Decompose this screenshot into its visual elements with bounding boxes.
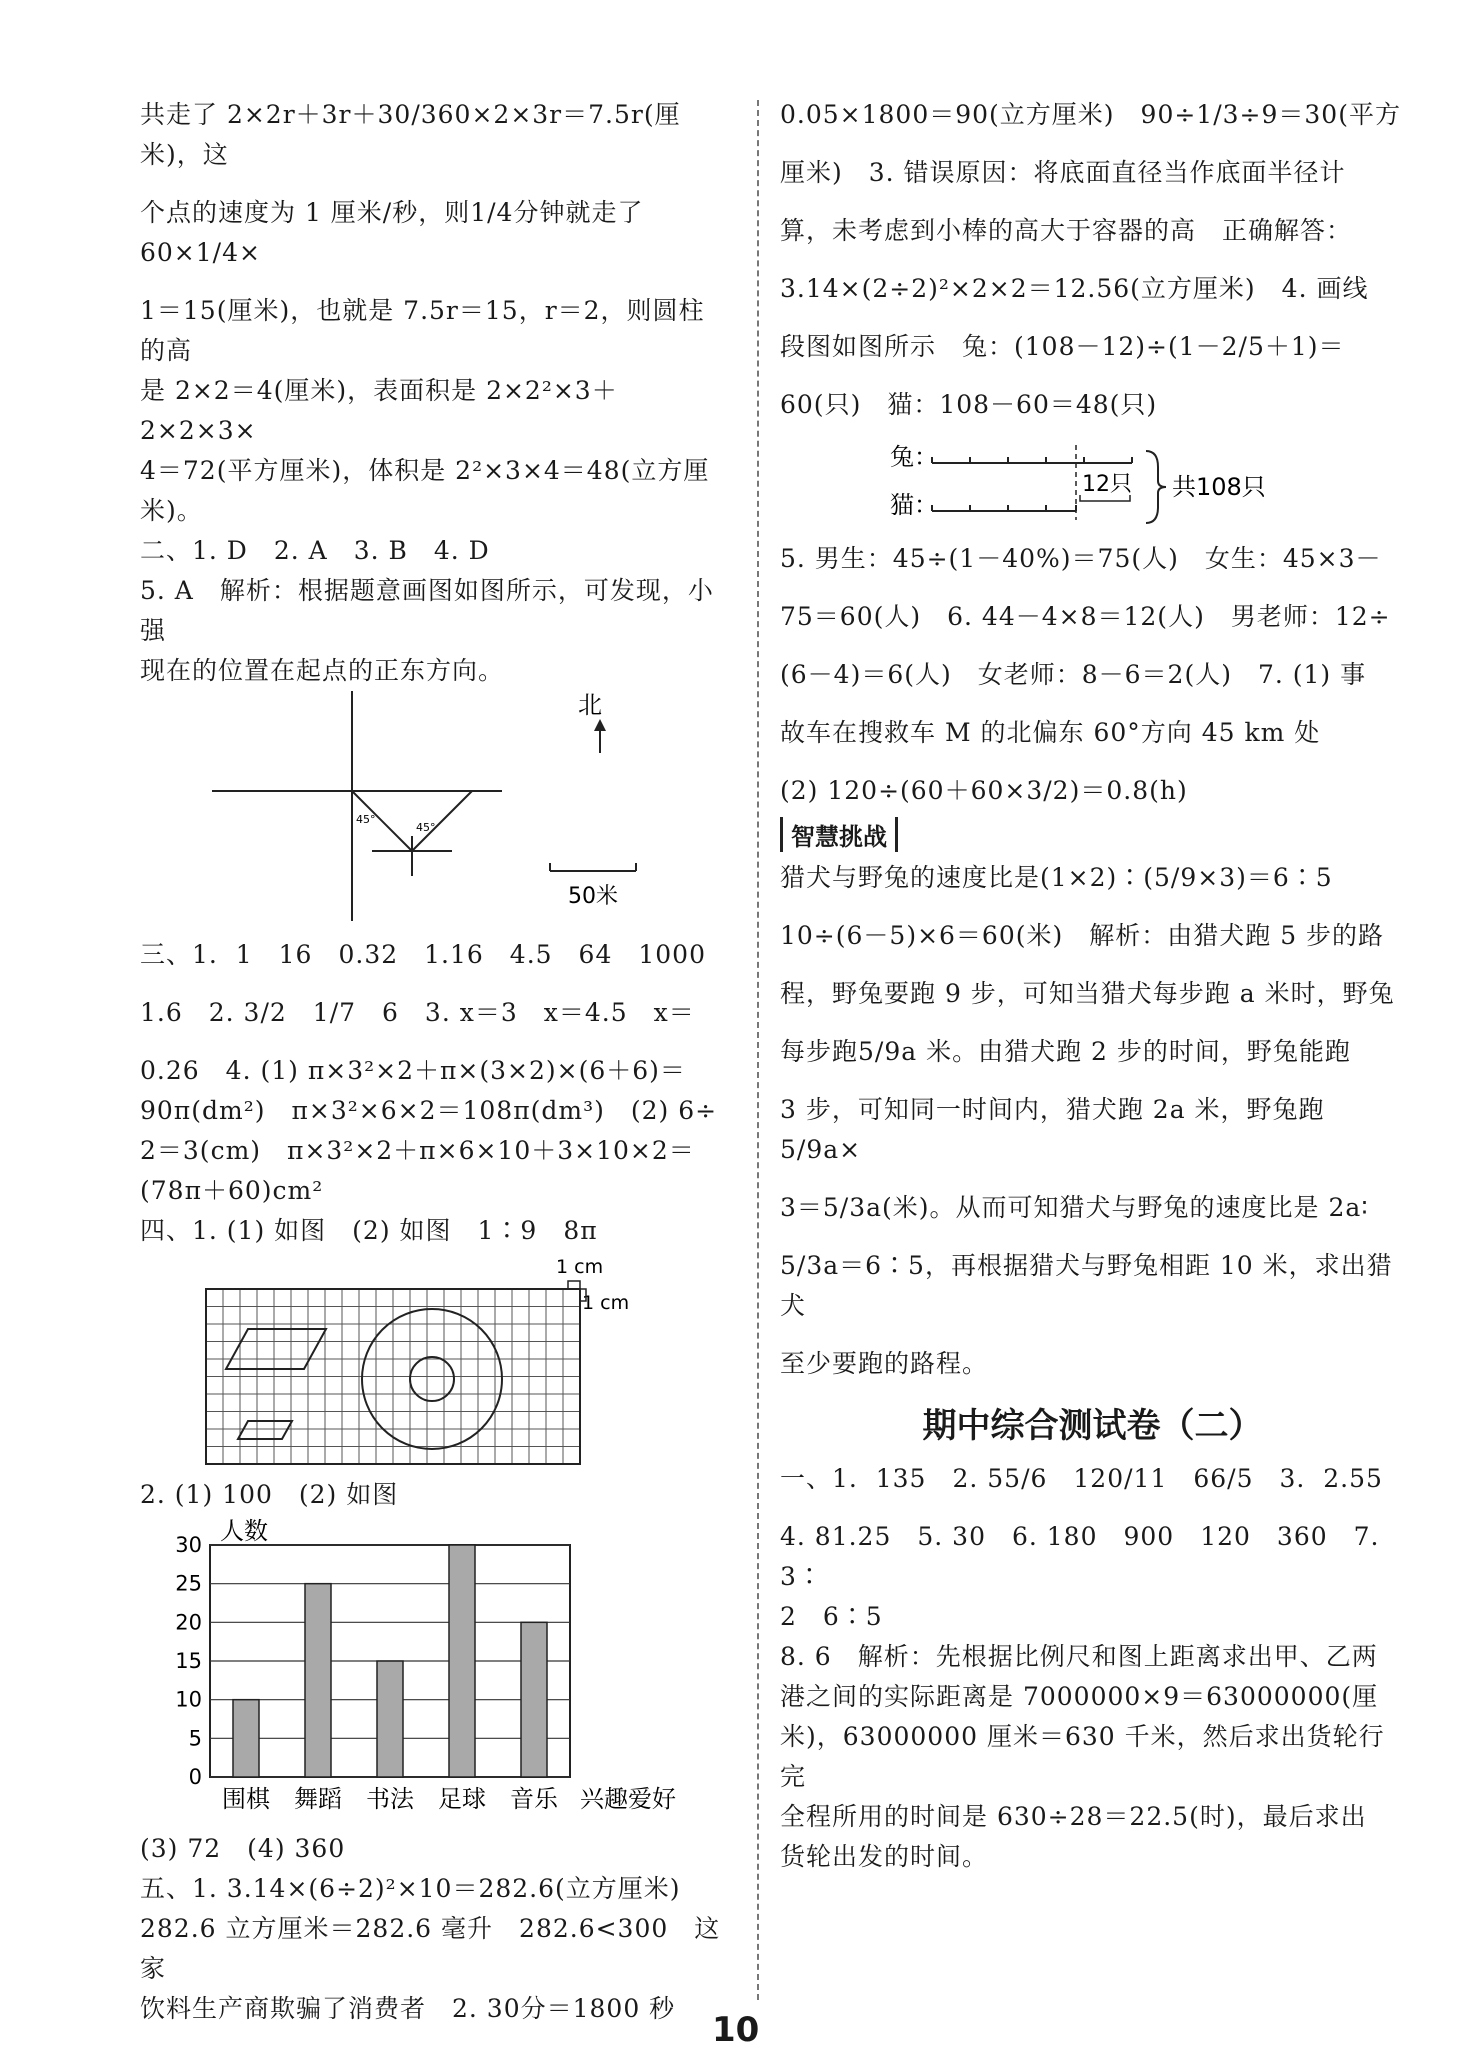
- x-tick-label: 音乐: [510, 1785, 558, 1813]
- north-label: 北: [578, 691, 602, 719]
- right-text-block-2: [780, 539, 1405, 811]
- right-text-block-1: [780, 95, 1405, 425]
- text-line: (2) 120÷(60＋60×3/2)＝0.8(h): [780, 776, 1188, 805]
- left-text-block-4: [140, 1829, 730, 2029]
- diff-label: 12只: [1082, 472, 1132, 497]
- text-line: 2. (1) 100 (2) 如图: [140, 1480, 399, 1509]
- y-tick-label: 15: [175, 1649, 202, 1673]
- y-tick-label: 30: [175, 1533, 202, 1557]
- x-tick-label: 足球: [438, 1785, 486, 1813]
- page-number: 10: [712, 2010, 760, 2050]
- left-text-block-1: [140, 95, 730, 691]
- text-line: (78π＋60)cm²: [140, 1176, 324, 1205]
- angle-label: 45°: [356, 813, 376, 826]
- parallelogram-small: [238, 1421, 292, 1439]
- x-axis-label: 兴趣爱好: [580, 1785, 676, 1813]
- text-line: 四、1. (1) 如图 (2) 如图 1∶9 8π: [140, 1216, 598, 1245]
- text-line: 0.26 4. (1) π×3²×2＋π×(3×2)×(6＋6)＝: [140, 1056, 686, 1085]
- text-line: 0.05×1800＝90(立方厘米) 90÷1/3÷9＝30(平方: [780, 100, 1401, 129]
- text-line: (6－4)＝6(人) 女老师：8－6＝2(人) 7. (1) 事: [780, 660, 1367, 689]
- compass-diagram: [140, 691, 730, 931]
- text-line: 故车在搜救车 M 的北偏东 60°方向 45 km 处: [780, 718, 1321, 747]
- text-line: 厘米) 3. 错误原因：将底面直径当作底面半径计: [780, 158, 1346, 187]
- text-line: 程，野兔要跑 9 步，可知当猎犬每步跑 a 米时，野兔: [780, 979, 1395, 1008]
- cat-label: 猫：: [890, 491, 938, 519]
- north-arrow-icon: [594, 719, 606, 731]
- text-line: 港之间的实际距离是 7000000×9＝63000000(厘: [780, 1682, 1379, 1711]
- grid-label-top: 1 cm: [556, 1256, 604, 1278]
- right-text-block-3: [780, 858, 1405, 1384]
- text-line: 1＝15(厘米)，也就是 7.5r＝15，r＝2，则圆柱的高: [140, 296, 705, 365]
- bar: [233, 1700, 259, 1777]
- text-line: 5. 男生：45÷(1－40%)＝75(人) 女生：45×3－: [780, 544, 1382, 573]
- text-line: 5/3a＝6∶5，再根据猎犬与野兔相距 10 米，求出猎犬: [780, 1251, 1393, 1320]
- text-line: 全程所用的时间是 630÷28＝22.5(时)，最后求出: [780, 1802, 1367, 1831]
- left-column: [140, 95, 730, 2029]
- text-line: 90π(dm²) π×3²×6×2＝108π(dm³) (2) 6÷: [140, 1096, 718, 1125]
- text-line: 4＝72(平方厘米)，体积是 2²×3×4＝48(立方厘米)。: [140, 456, 710, 525]
- angle-label: 45°: [416, 821, 436, 834]
- text-line: 现在的位置在起点的正东方向。: [140, 656, 505, 685]
- grid-label-side: 1 cm: [582, 1292, 630, 1314]
- scale-label: 50米: [568, 884, 618, 909]
- text-line: 282.6 立方厘米＝282.6 毫升 282.6<300 这家: [140, 1914, 721, 1983]
- text-line: 饮料生产商欺骗了消费者 2. 30分＝1800 秒: [140, 1994, 676, 2023]
- text-line: 5. A 解析：根据题意画图如图所示，可发现，小强: [140, 576, 714, 645]
- text-line: 五、1. 3.14×(6÷2)²×10＝282.6(立方厘米): [140, 1874, 681, 1903]
- text-line: 60(只) 猫：108－60＝48(只): [780, 390, 1158, 419]
- text-line: 米)，63000000 厘米＝630 千米，然后求出货轮行完: [780, 1722, 1385, 1791]
- left-text-block-2: [140, 935, 730, 1251]
- text-line: 至少要跑的路程。: [780, 1349, 989, 1378]
- section-title: 期中综合测试卷（二）: [922, 1406, 1263, 1446]
- text-line: 是 2×2＝4(厘米)，表面积是 2×2²×3＋2×2×3×: [140, 376, 618, 445]
- text-line: 共走了 2×2r＋3r＋30/360×2×3r＝7.5r(厘米)，这: [140, 100, 681, 169]
- text-line: 3.14×(2÷2)²×2×2＝12.56(立方厘米) 4. 画线: [780, 274, 1369, 303]
- bar: [521, 1622, 547, 1777]
- text-line: 一、1. 135 2. 55/6 120/11 66/5 3. 2.55: [780, 1464, 1383, 1493]
- text-line: 猎犬与野兔的速度比是(1×2)∶(5/9×3)＝6∶5: [780, 863, 1333, 892]
- x-tick-label: 书法: [366, 1785, 414, 1813]
- challenge-tag: 智慧挑战: [780, 817, 898, 852]
- parallelogram-large: [226, 1329, 326, 1369]
- text-line: 2＝3(cm) π×3²×2＋π×6×10＋3×10×2＝: [140, 1136, 695, 1165]
- column-divider: [757, 100, 759, 2000]
- text-line: 个点的速度为 1 厘米/秒，则1/4分钟就走了 60×1/4×: [140, 198, 653, 267]
- text-line: 每步跑5/9a 米。由猎犬跑 2 步的时间，野兔能跑: [780, 1037, 1351, 1066]
- y-axis-label: 人数: [220, 1517, 268, 1545]
- text-line: 算，未考虑到小棒的高大于容器的高 正确解答：: [780, 216, 1353, 245]
- text-line: 段图如图所示 兔：(108－12)÷(1－2/5＋1)＝: [780, 332, 1345, 361]
- text-line: 10÷(6－5)×6＝60(米) 解析：由猎犬跑 5 步的路: [780, 921, 1385, 950]
- text-line: 3＝5/3a(米)。从而可知猎犬与野兔的速度比是 2a∶: [780, 1193, 1369, 1222]
- text-line: 3 步，可知同一时间内，猎犬跑 2a 米，野兔跑5/9a×: [780, 1095, 1325, 1164]
- text-line: 1.6 2. 3/2 1/7 6 3. x＝3 x＝4.5 x＝: [140, 998, 695, 1027]
- text-line: 75＝60(人) 6. 44－4×8＝12(人) 男老师：12÷: [780, 602, 1391, 631]
- segment-diagram: [780, 425, 1405, 535]
- bar: [377, 1661, 403, 1777]
- text-line: (3) 72 (4) 360: [140, 1834, 346, 1863]
- y-tick-label: 10: [175, 1687, 202, 1712]
- y-tick-label: 0: [188, 1765, 202, 1789]
- text-line: 三、1. 1 16 0.32 1.16 4.5 64 1000: [140, 940, 706, 969]
- grid-diagram: [140, 1251, 730, 1471]
- rabbit-label: 兔：: [890, 443, 938, 471]
- outer-circle: [362, 1309, 502, 1449]
- bar: [449, 1545, 475, 1777]
- text-line: 8. 6 解析：先根据比例尺和图上距离求出甲、乙两: [780, 1642, 1378, 1671]
- right-text-block-4: [780, 1459, 1405, 1877]
- text-line: 二、1. D 2. A 3. B 4. D: [140, 536, 490, 565]
- x-tick-label: 舞蹈: [294, 1785, 342, 1813]
- text-line: 货轮出发的时间。: [780, 1842, 989, 1871]
- y-tick-label: 25: [175, 1571, 202, 1596]
- bar: [305, 1584, 331, 1777]
- brace-icon: [1146, 451, 1166, 523]
- text-line: 4. 81.25 5. 30 6. 180 900 120 360 7. 3∶: [780, 1522, 1389, 1591]
- total-label: 共108只: [1172, 473, 1266, 501]
- y-tick-label: 20: [175, 1610, 202, 1635]
- y-tick-label: 5: [188, 1726, 202, 1751]
- right-column: [780, 95, 1405, 1877]
- bar-chart: [140, 1515, 730, 1825]
- x-tick-label: 围棋: [222, 1785, 270, 1813]
- text-line: 2 6∶5: [780, 1602, 883, 1631]
